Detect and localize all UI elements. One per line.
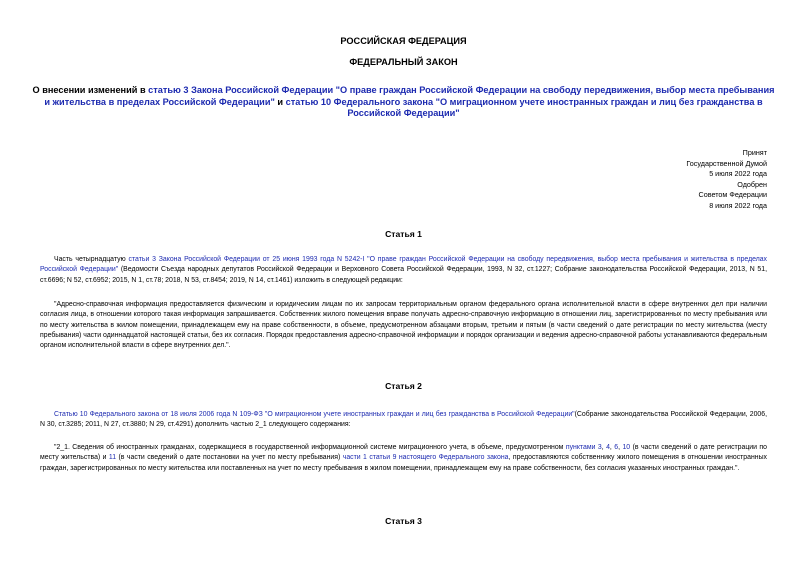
link-article-9-part-1[interactable]: части 1 статьи 9 настоящего Федерального закона <box>342 454 509 462</box>
article-1-quote: "Адресно-справочная информация предоставляется физическим и юридическим лицам по их запросам территориальным органом федерального органа исполнительной власти в сфере внутренних дел при наличии согласия лица, в отношении которого такая информация запрашивается. Собственник жилого помещения вправе получать адресно-справочную информацию в отношении лиц, зарегистрированных по месту пребывания или по месту жительства в жилом помещении, принадлежащем ему на праве собственности, в объеме, предусмотренном абзацами вторым, третьим и пятым (в части сведений о дате регистрации по месту жительства (месту пребывания) части одиннадцатой настоящей статьи, без их согласия. Порядок предоставления адресно-справочной информации и порядок организации и ведения адресно-справочной работы устанавливаются федеральным органом исполнительной власти в сфере внутренних дел.". <box>40 301 767 350</box>
acceptance-block <box>686 148 767 211</box>
heading-link-article10[interactable]: статью 10 Федерального закона "О миграционном учете иностранных граждан и лиц без гражданства в Российской Федерации" <box>285 96 763 118</box>
para-text: (в части сведений о дате регистрации по месту жительства) и <box>40 444 767 462</box>
acceptance-line: 5 июля 2022 года <box>709 169 767 178</box>
heading-link-article3[interactable]: статью 3 Закона Российской Федерации "О праве граждан Российской Федерации на свободу передвижения, выбор места пребывания и жительства в пределах Российской Федерации" <box>44 85 775 107</box>
acceptance-line: 8 июля 2022 года <box>709 200 767 210</box>
link-point-10[interactable]: 10 <box>622 444 631 451</box>
article-2-intro <box>40 410 767 431</box>
para-text: , <box>601 444 607 451</box>
country-title: РОССИЙСКАЯ ФЕДЕРАЦИЯ <box>340 36 467 46</box>
para-text: "2_1. Сведения об иностранных гражданах, содержащиеся в государственной информационной системе миграционного учета, в объеме, предусмотренном <box>54 444 566 451</box>
heading-text: О внесении изменений в <box>32 85 149 95</box>
para-text: (Собрание законодательства Российской Федерации, 2006, N 30, ст.3285; 2011, N 27, ст.3880; N 29, ст.4291) дополнить частью 2_1 следующего содержания: <box>40 411 767 429</box>
para-text: Часть четырнадцатую <box>54 256 129 263</box>
link-law-5242[interactable]: статьи 3 Закона Российской Федерации от 25 июня 1993 года N 5242-I "О праве граждан Российской Федерации на свободу передвижения, выбор места пребывания и жительства в пределах Российской Федерации" <box>40 256 767 274</box>
acceptance-line: Одобрен <box>737 179 767 189</box>
heading-text: и <box>274 96 286 107</box>
document-heading <box>30 85 777 120</box>
para-text: , предоставляются собственнику жилого помещения в отношении иностранных граждан, зарегистрированных по месту жительства или поставленных на учет по месту пребывания в жилом помещении, принадлежащем ему на праве собственности, без согласия указанных иностранных граждан.". <box>40 454 767 472</box>
link-law-109fz[interactable]: Статью 10 Федерального закона от 18 июля 2006 года N 109-ФЗ "О миграционном учете иностранных граждан и лиц без гражданства в Российской Федерации" <box>54 411 575 418</box>
acceptance-line: Советом Федерации <box>698 190 767 199</box>
article-1-heading: Статья 1 <box>385 229 422 239</box>
article-2-heading: Статья 2 <box>385 381 422 391</box>
para-text: (в части сведений о дате постановки на учет по месту пребывания) <box>116 454 343 462</box>
para-text: (Ведомости Съезда народных депутатов Российской Федерации и Верховного Совета Российской Федерации, 1993, N 32, ст.1227; Собрание законодательства Российской Федерации, 2013, N 51, ст.6696; N 52, ст.6952; 2015, N 1, ст.78; 2018, N 53, ст.8454; 2019, N 14, ст.1461) изложить в следующей редакции: <box>40 266 768 284</box>
link-point-3[interactable]: пунктами 3 <box>565 444 602 451</box>
article-3-heading: Статья 3 <box>385 516 422 526</box>
acceptance-line: Государственной Думой <box>686 158 767 168</box>
law-type-title: ФЕДЕРАЛЬНЫЙ ЗАКОН <box>349 57 458 67</box>
para-text: , <box>609 444 615 451</box>
link-point-6[interactable]: 6 <box>614 444 619 451</box>
article-1-intro <box>40 255 767 286</box>
acceptance-line: Принят <box>742 148 767 157</box>
para-text: , <box>618 444 623 451</box>
link-point-11[interactable]: 11 <box>108 454 117 462</box>
article-2-quote <box>40 443 767 474</box>
link-point-4[interactable]: 4 <box>606 444 610 451</box>
